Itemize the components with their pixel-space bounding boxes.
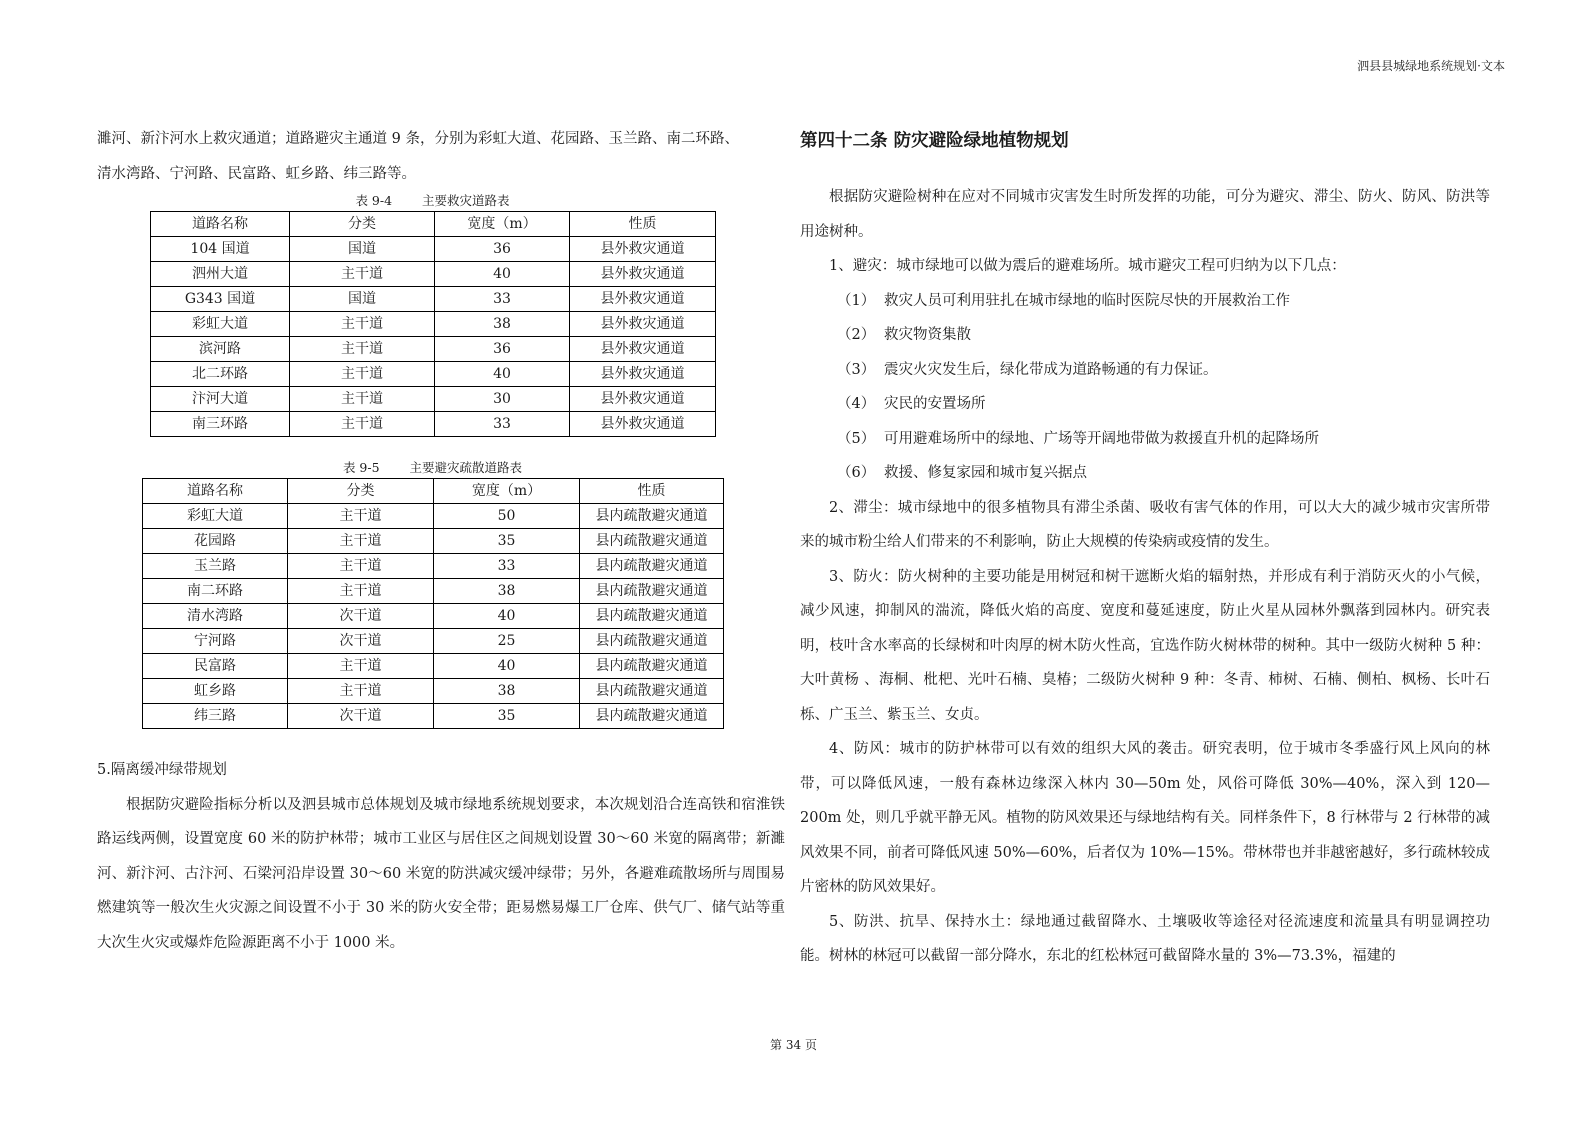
table-cell: 35 — [434, 704, 580, 729]
table-row — [143, 554, 724, 579]
table-cell: 36 — [435, 237, 570, 262]
article-heading: 第四十二条 防灾避险绿地植物规划 — [800, 131, 1069, 151]
table1-caption — [150, 191, 715, 211]
table-cell: 南三环路 — [151, 412, 290, 437]
table-header-row — [151, 212, 716, 237]
table-cell: 33 — [435, 412, 570, 437]
table-cell: 38 — [434, 679, 580, 704]
table-cell: 次干道 — [288, 629, 434, 654]
list-item-text: 救灾物资集散 — [884, 327, 971, 343]
table-cell: 次干道 — [288, 604, 434, 629]
table-row — [151, 237, 716, 262]
list-item-number: （3） — [837, 361, 876, 378]
table-row — [151, 362, 716, 387]
table-cell: 25 — [434, 629, 580, 654]
table-cell: 宁河路 — [143, 629, 288, 654]
table-cell: 县内疏散避灾通道 — [580, 604, 724, 629]
table-cell: 泗州大道 — [151, 262, 290, 287]
table-cell: 40 — [435, 262, 570, 287]
table-row — [151, 387, 716, 412]
table-cell: 县内疏散避灾通道 — [580, 629, 724, 654]
table-cell: 县内疏散避灾通道 — [580, 654, 724, 679]
table-cell: 主干道 — [290, 312, 435, 337]
list-item-text: 救灾人员可利用驻扎在城市绿地的临时医院尽快的开展救治工作 — [884, 292, 1290, 309]
table-cell: 彩虹大道 — [143, 504, 288, 529]
table-cell: 国道 — [290, 237, 435, 262]
header-cell: 道路名称 — [151, 212, 290, 237]
table-cell: 主干道 — [290, 337, 435, 362]
intro-line-2: 清水湾路、宁河路、民富路、虹乡路、纬三路等。 — [97, 165, 416, 182]
list-item — [800, 456, 1490, 491]
section5-title: 5.隔离缓冲绿带规划 — [97, 762, 227, 778]
table-cell: 县外救灾通道 — [570, 312, 716, 337]
list-item — [800, 353, 1490, 388]
table-cell: 县内疏散避灾通道 — [580, 529, 724, 554]
table-cell: 南二环路 — [143, 579, 288, 604]
list-item-number: （2） — [837, 327, 876, 343]
table-cell: 38 — [434, 579, 580, 604]
table-cell: 玉兰路 — [143, 554, 288, 579]
right-column — [800, 128, 1490, 974]
rescue-road-table — [150, 211, 716, 437]
table-cell: 清水湾路 — [143, 604, 288, 629]
table-cell: 县外救灾通道 — [570, 362, 716, 387]
list-item — [800, 422, 1490, 457]
table-cell: 33 — [434, 554, 580, 579]
header-cell: 宽度（m） — [434, 479, 580, 504]
table-cell: 次干道 — [288, 704, 434, 729]
item2-paragraph: 2、滞尘：城市绿地中的很多植物具有滞尘杀菌、吸收有害气体的作用，可以大大的减少城市灾害所带来的城市粉尘给人们带来的不利影响，防止大规模的传染病或疫情的发生。 — [800, 499, 1490, 550]
table-header-row — [143, 479, 724, 504]
list-item — [800, 284, 1490, 319]
table-cell: 40 — [434, 604, 580, 629]
table-cell: 主干道 — [288, 579, 434, 604]
list-item-number: （1） — [837, 292, 876, 309]
table-cell: 38 — [435, 312, 570, 337]
header-cell: 性质 — [570, 212, 716, 237]
table-cell: 纬三路 — [143, 704, 288, 729]
table-cell: 主干道 — [288, 554, 434, 579]
shelter-function-list — [800, 284, 1490, 491]
table-row — [151, 337, 716, 362]
table-cell: 主干道 — [288, 529, 434, 554]
table-cell: 民富路 — [143, 654, 288, 679]
table-cell: 主干道 — [288, 654, 434, 679]
table-cell: 50 — [434, 504, 580, 529]
table-cell: 主干道 — [290, 412, 435, 437]
table-cell: 30 — [435, 387, 570, 412]
item4-paragraph: 4、防风：城市的防护林带可以有效的组织大风的袭击。研究表明，位于城市冬季盛行风上风向的林带，可以降低风速，一般有森林边缘深入林内 30—50m 处，风俗可降低 30%—40%，深入到 120—200m 处，则几乎就平静无风。植物的防风效果还与绿地结构有关。同样条件下，8 行林带与 2 行林带的减风效果不同，前者可降低风速 50%—60%，后者仅为 10%—15%。带林带也并非越密越好，多行疏林较成片密林的防风效果好。 — [800, 741, 1490, 895]
table-cell: 主干道 — [288, 679, 434, 704]
table-cell: 县内疏散避灾通道 — [580, 554, 724, 579]
table-cell: 35 — [434, 529, 580, 554]
table-cell: G343 国道 — [151, 287, 290, 312]
table-cell: 汴河大道 — [151, 387, 290, 412]
table1-caption-number: 表 9-4 — [355, 193, 393, 208]
table-row — [143, 504, 724, 529]
list-item-text: 震灾火灾发生后，绿化带成为道路畅通的有力保证。 — [884, 361, 1218, 378]
page-header: 泗县县城绿地系统规划·文本 — [1357, 59, 1505, 73]
table-cell: 县外救灾通道 — [570, 337, 716, 362]
intro-line-1: 濉河、新汴河水上救灾通道；道路避灾主通道 9 条，分别为彩虹大道、花园路、玉兰路、南二环路、 — [97, 131, 739, 147]
header-cell: 宽度（m） — [435, 212, 570, 237]
table-cell: 县外救灾通道 — [570, 387, 716, 412]
list-item-text: 可用避难场所中的绿地、广场等开阔地带做为救援直升机的起降场所 — [884, 430, 1319, 447]
item1-paragraph: 1、避灾：城市绿地可以做为震后的避难场所。城市避灾工程可归纳为以下几点： — [829, 258, 1346, 274]
table2-caption-title: 主要避灾疏散道路表 — [409, 460, 523, 475]
table-row — [143, 679, 724, 704]
table-cell: 104 国道 — [151, 237, 290, 262]
table-cell: 彩虹大道 — [151, 312, 290, 337]
table-cell: 36 — [435, 337, 570, 362]
list-item-number: （6） — [837, 465, 876, 481]
page-number: 第 34 页 — [770, 1038, 817, 1052]
list-item — [800, 387, 1490, 422]
table-cell: 主干道 — [290, 387, 435, 412]
table1-caption-title: 主要救灾道路表 — [422, 193, 510, 208]
list-item — [800, 318, 1490, 353]
table-cell: 主干道 — [288, 504, 434, 529]
table-cell: 33 — [435, 287, 570, 312]
table-cell: 国道 — [290, 287, 435, 312]
evacuation-road-table — [142, 478, 724, 729]
item5-paragraph: 5、防洪、抗旱、保持水土：绿地通过截留降水、土壤吸收等途径对径流速度和流量具有明显调控功能。树林的林冠可以截留一部分降水，东北的红松林冠可截留降水量的 3%—73.3%，福建的 — [800, 913, 1490, 964]
table-cell: 40 — [435, 362, 570, 387]
table-row — [143, 529, 724, 554]
table-cell: 主干道 — [290, 262, 435, 287]
header-cell: 分类 — [290, 212, 435, 237]
table-cell: 县内疏散避灾通道 — [580, 504, 724, 529]
item3-paragraph: 3、防火：防火树种的主要功能是用树冠和树干遮断火焰的辐射热，并形成有利于消防灭火的小气候，减少风速，抑制风的湍流，降低火焰的高度、宽度和蔓延速度，防止火星从园林外飘落到园林内。研究表明，枝叶含水率高的长绿树和叶肉厚的树木防火性高，宜选作防火树林带的树种。其中一级防火树种 5 种：大叶黄杨 、海桐、枇杷、光叶石楠、臭椿；二级防火树种 9 种：冬青、柿树、石楠、侧柏、枫杨、长叶石栎、广玉兰、紫玉兰、女贞。 — [800, 568, 1490, 723]
table-cell: 县内疏散避灾通道 — [580, 579, 724, 604]
left-column — [97, 122, 785, 960]
intro-paragraph: 根据防灾避险树种在应对不同城市灾害发生时所发挥的功能，可分为避灾、滞尘、防火、防风、防洪等用途树种。 — [800, 189, 1490, 240]
table-cell: 虹乡路 — [143, 679, 288, 704]
list-item-text: 救援、修复家园和城市复兴据点 — [884, 465, 1087, 481]
table-row — [143, 704, 724, 729]
table-cell: 县外救灾通道 — [570, 237, 716, 262]
list-item-number: （4） — [837, 396, 876, 412]
table2-caption — [142, 458, 723, 478]
table-row — [151, 287, 716, 312]
table-row — [143, 604, 724, 629]
table-cell: 县内疏散避灾通道 — [580, 679, 724, 704]
table-row — [151, 312, 716, 337]
section5-body: 根据防灾避险指标分析以及泗县城市总体规划及城市绿地系统规划要求，本次规划沿合连高铁和宿淮铁路运线两侧，设置宽度 60 米的防护林带；城市工业区与居住区之间规划设置 30～60 米宽的隔离带；新濉河、新汴河、古汴河、石梁河沿岸设置 30～60 米宽的防洪减灾缓冲绿带；另外，各避难疏散场所与周围易燃建筑等一般次生火灾源之间设置不小于 30 米的防火安全带；距易燃易爆工厂仓库、供气厂、储气站等重大次生火灾或爆炸危险源距离不小于 1000 米。 — [97, 796, 785, 951]
header-cell: 性质 — [580, 479, 724, 504]
table-cell: 滨河路 — [151, 337, 290, 362]
table-cell: 北二环路 — [151, 362, 290, 387]
list-item-text: 灾民的安置场所 — [884, 396, 986, 412]
table-row — [143, 654, 724, 679]
table2-caption-number: 表 9-5 — [342, 460, 380, 475]
header-cell: 分类 — [288, 479, 434, 504]
list-item-number: （5） — [837, 430, 876, 447]
table-cell: 县外救灾通道 — [570, 412, 716, 437]
table-cell: 40 — [434, 654, 580, 679]
table-cell: 县内疏散避灾通道 — [580, 704, 724, 729]
table-cell: 县外救灾通道 — [570, 262, 716, 287]
header-cell: 道路名称 — [143, 479, 288, 504]
table-row — [143, 579, 724, 604]
table-cell: 县外救灾通道 — [570, 287, 716, 312]
table-cell: 主干道 — [290, 362, 435, 387]
table-row — [151, 262, 716, 287]
table-cell: 花园路 — [143, 529, 288, 554]
table-row — [151, 412, 716, 437]
table-row — [143, 629, 724, 654]
